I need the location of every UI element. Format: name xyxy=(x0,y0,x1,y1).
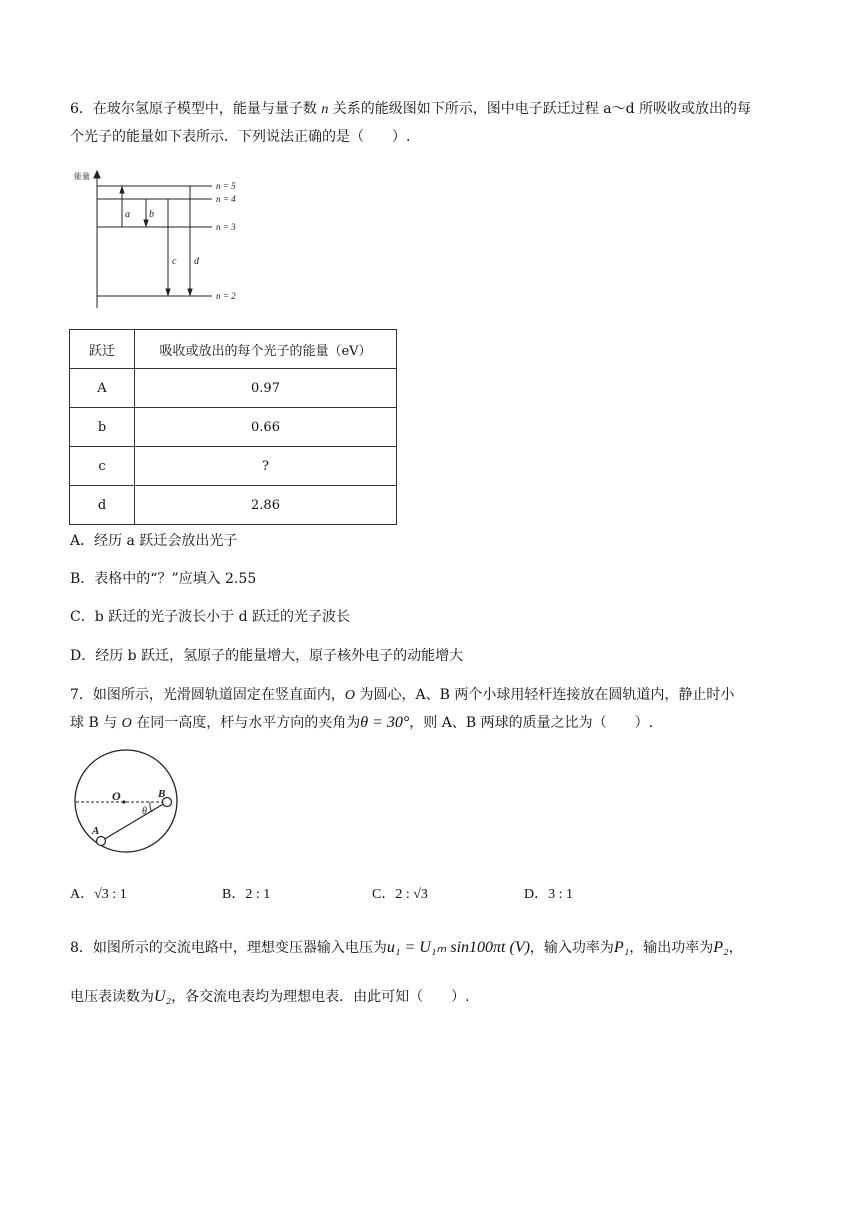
q7-stem-line1 xyxy=(70,682,810,709)
q8-voltage-expression: u₁ = U₁ₘ sin100πt (V) xyxy=(386,939,530,956)
label-a: A xyxy=(92,825,100,837)
q7-text: 7．如图所示，光滑圆轨道固定在竖直面内， xyxy=(70,687,345,703)
table-cell: b xyxy=(70,408,135,447)
label-theta: θ xyxy=(142,806,147,817)
label-n4: n = 4 xyxy=(216,194,236,204)
q8-text: ，输入功率为 xyxy=(529,940,614,956)
q7-theta-expression: θ = 30° xyxy=(360,714,410,731)
q7-option-a: A．√3 : 1 xyxy=(70,887,127,902)
q7-text: 为圆心，A、B 两个小球用轻杆连接放在圆轨道内，静止时小 xyxy=(355,687,735,703)
circular-track-diagram xyxy=(68,748,198,858)
q8-p2-symbol: P₂ xyxy=(713,939,729,956)
q6-option-a: A．经历 a 跃迁会放出光子 xyxy=(70,533,238,549)
label-n3: n = 3 xyxy=(216,222,236,232)
table-row xyxy=(70,486,397,525)
table-cell: c xyxy=(70,447,135,486)
q8-text: 8．如图所示的交流电路中，理想变压器输入电压为 xyxy=(70,940,387,956)
table-cell: 2.86 xyxy=(135,486,397,525)
q7-stem-line2 xyxy=(70,710,810,737)
q7-text: 在同一高度，杆与水平方向的夹角为 xyxy=(131,715,361,731)
q6-stem-line2: 个光子的能量如下表所示．下列说法正确的是（ ）. xyxy=(70,129,411,145)
q8-text: ， xyxy=(728,940,743,956)
q6-option-b: B．表格中的“？”应填入 2.55 xyxy=(70,571,257,587)
q8-u2-symbol: U₂ xyxy=(154,988,172,1005)
q6-option-d: D．经历 b 跃迁，氢原子的能量增大，原子核外电子的动能增大 xyxy=(70,648,464,664)
q7-text: 球 B 与 xyxy=(70,715,122,731)
q6-stem-line1 xyxy=(70,96,810,123)
q7-option-d: D．3 : 1 xyxy=(524,887,574,902)
q7-o-symbol: O xyxy=(121,716,132,731)
ball-a xyxy=(97,837,106,846)
energy-axis-label: 能量 xyxy=(74,172,90,181)
q7-o-symbol: O xyxy=(344,688,356,703)
table-cell: 0.97 xyxy=(135,369,397,408)
center-point xyxy=(122,800,125,803)
table-cell: ? xyxy=(135,447,397,486)
q7-option-c: C．2 : √3 xyxy=(372,887,428,902)
circular-track xyxy=(75,750,177,852)
q8-text: 电压表读数为 xyxy=(70,989,154,1005)
q7-text: ，则 A、B 两球的质量之比为（ ）. xyxy=(409,715,654,731)
q8-p1-symbol: P₁ xyxy=(613,939,630,956)
label-n5: n = 5 xyxy=(216,181,236,191)
q8-text: ，各交流电表均为理想电表．由此可知（ ）. xyxy=(171,989,470,1005)
q8-stem-line1 xyxy=(70,935,810,961)
q7-option-b: B．2 : 1 xyxy=(222,887,271,902)
light-rod xyxy=(103,803,165,840)
q6-text: 6．在玻尔氢原子模型中，能量与量子数 xyxy=(70,101,322,117)
photon-energy-table xyxy=(69,329,397,525)
label-n2: n = 2 xyxy=(216,291,236,301)
table-cell: 0.66 xyxy=(135,408,397,447)
table-row xyxy=(70,408,397,447)
label-d: d xyxy=(194,256,199,267)
table-cell: d xyxy=(70,486,135,525)
label-b: B xyxy=(158,788,166,800)
table-header-cell: 吸收或放出的每个光子的能量（eV） xyxy=(135,330,397,369)
label-b: b xyxy=(149,209,154,220)
table-row xyxy=(70,447,397,486)
q8-stem-line2 xyxy=(70,984,810,1010)
table-row xyxy=(70,369,397,408)
q6-n-symbol: n xyxy=(321,102,329,117)
angle-arc xyxy=(150,802,152,812)
q6-option-c: C．b 跃迁的光子波长小于 d 跃迁的光子波长 xyxy=(70,609,350,625)
label-c: c xyxy=(172,256,177,267)
axis-arrow xyxy=(94,171,100,178)
q6-text: 关系的能级图如下所示，图中电子跃迁过程 a～d 所吸收或放出的每 xyxy=(328,101,752,117)
q8-text: ，输出功率为 xyxy=(629,940,714,956)
table-cell: A xyxy=(70,369,135,408)
table-header-row xyxy=(70,330,397,369)
table-header-cell: 跃迁 xyxy=(70,330,135,369)
energy-level-diagram xyxy=(70,166,260,310)
label-o: O xyxy=(112,789,121,803)
label-a: a xyxy=(125,209,130,220)
